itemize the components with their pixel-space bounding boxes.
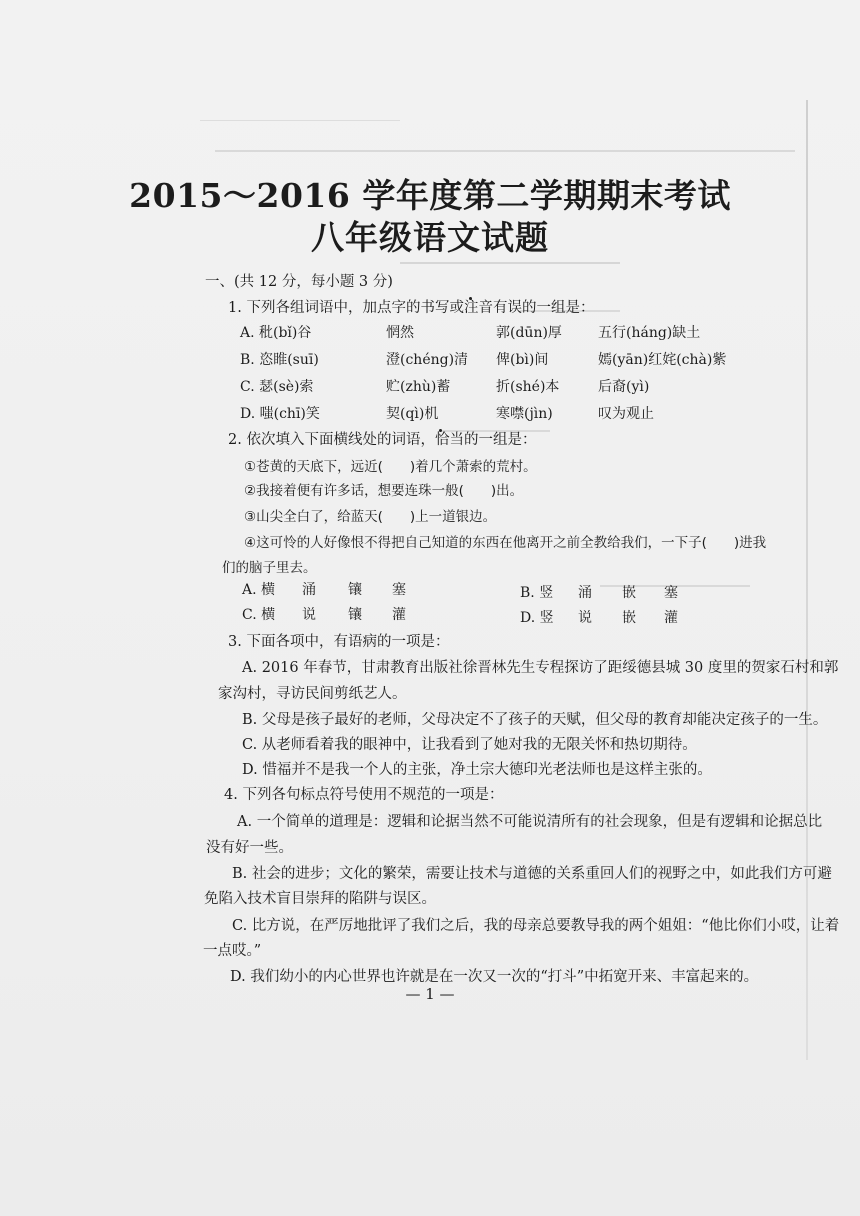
q2-word: 涌	[302, 582, 316, 598]
q2-blank-4-cont: 们的脑子里去。	[222, 560, 317, 576]
ghost-rule	[400, 262, 620, 264]
q1-option-d: D. 嗤(chī)笑	[240, 406, 320, 422]
q2-word: 嵌	[622, 610, 636, 626]
q2-word: 镶	[348, 607, 362, 623]
q1-word: 后裔(yì)	[598, 379, 650, 395]
q2-blank-4: ④这可怜的人好像恨不得把自己知道的东西在他离开之前全教给我们，一下子( )进我	[244, 535, 767, 551]
q1-word: 俾(bì)间	[496, 352, 549, 368]
q1-word: 寒噤(jìn)	[496, 406, 553, 422]
exam-title: 2015～2016 学年度第二学期期末考试	[129, 176, 731, 215]
q1-word: 折(shé)本	[496, 379, 560, 395]
q3-option-d: D. 惜福并不是我一个人的主张，净土宗大德印光老法师也是这样主张的。	[242, 762, 712, 778]
q1-word: 贮(zhù)蓄	[386, 379, 451, 395]
q1-word: 惘然	[386, 325, 414, 341]
section-heading: 一、(共 12 分，每小题 3 分)	[205, 274, 393, 290]
q3-option-a-cont: 家沟村，寻访民间剪纸艺人。	[218, 686, 407, 702]
q2-word: 说	[578, 610, 592, 626]
q4-option-c: C. 比方说，在严厉地批评了我们之后，我的母亲总要教导我的两个姐姐：“他比你们小哎，让着	[232, 918, 840, 934]
q2-word: 嵌	[622, 585, 636, 601]
q2-word: 说	[302, 607, 316, 623]
q2-word: 灌	[392, 607, 406, 623]
q1-option-b: B. 恣睢(suī)	[240, 352, 319, 368]
exam-subtitle: 八年级语文试题	[311, 218, 549, 257]
q1-word: 嫣(yān)红姹(chà)紫	[598, 352, 727, 368]
q4-option-d: D. 我们幼小的内心世界也许就是在一次又一次的“打斗”中拓宽开来、丰富起来的。	[230, 969, 759, 985]
q2-blank-1: ①苍黄的天底下，远近( )着几个萧索的荒村。	[244, 459, 537, 475]
ghost-rule	[200, 120, 400, 121]
q4-option-a-cont: 没有好一些。	[206, 840, 293, 856]
q4-option-b-cont: 免陷入技术盲目崇拜的陷阱与误区。	[204, 891, 436, 907]
q1-stem: 1. 下列各组词语中，加点字的书写或注音有误的一组是：	[228, 300, 595, 316]
q2-blank-2: ②我接着便有许多话，想要连珠一般( )出。	[244, 483, 524, 499]
q2-word: 涌	[578, 585, 592, 601]
q2-word: 灌	[664, 610, 678, 626]
emphasis-dot	[439, 429, 442, 432]
q1-word: 叹为观止	[598, 406, 654, 422]
q3-stem: 3. 下面各项中，有语病的一项是：	[228, 634, 450, 650]
q4-stem: 4. 下列各句标点符号使用不规范的一项是：	[224, 787, 504, 803]
q3-option-a: A. 2016 年春节，甘肃教育出版社徐晋林先生专程探访了距绥德县城 30 度里的贺家石村和郭	[242, 660, 839, 676]
q1-word: 郭(dūn)厚	[496, 325, 562, 341]
page-number: — 1 —	[405, 985, 455, 1003]
q1-word: 五行(háng)缺土	[598, 325, 701, 341]
q4-option-b: B. 社会的进步；文化的繁荣，需要让技术与道德的关系重回人们的视野之中，如此我们方可避	[232, 866, 832, 882]
q3-option-c: C. 从老师看着我的眼神中，让我看到了她对我的无限关怀和热切期待。	[242, 737, 697, 753]
q2-word: 镶	[348, 582, 362, 598]
q2-option-a: A. 横	[242, 582, 276, 598]
q1-option-c: C. 瑟(sè)索	[240, 379, 314, 395]
q4-option-a: A. 一个简单的道理是：逻辑和论据当然不可能说清所有的社会现象，但是有逻辑和论据总比	[237, 814, 823, 830]
q3-option-b: B. 父母是孩子最好的老师，父母决定不了孩子的天赋，但父母的教育却能决定孩子的一生。	[242, 712, 828, 728]
q1-word: 澄(chéng)清	[386, 352, 469, 368]
q2-option-c: C. 横	[242, 607, 276, 623]
q1-option-a: A. 秕(bǐ)谷	[240, 325, 312, 341]
q2-word: 塞	[392, 582, 406, 598]
q1-word: 契(qì)机	[386, 406, 439, 422]
q2-option-b: B. 竖	[520, 585, 554, 601]
ghost-rule	[215, 150, 795, 152]
q4-option-c-cont: 一点哎。”	[203, 943, 262, 959]
q2-stem: 2. 依次填入下面横线处的词语，恰当的一组是：	[228, 432, 537, 448]
q2-option-d: D. 竖	[520, 610, 554, 626]
emphasis-dot	[469, 297, 472, 300]
q2-blank-3: ③山尖全白了，给蓝天( )上一道银边。	[244, 509, 497, 525]
q2-word: 塞	[664, 585, 678, 601]
